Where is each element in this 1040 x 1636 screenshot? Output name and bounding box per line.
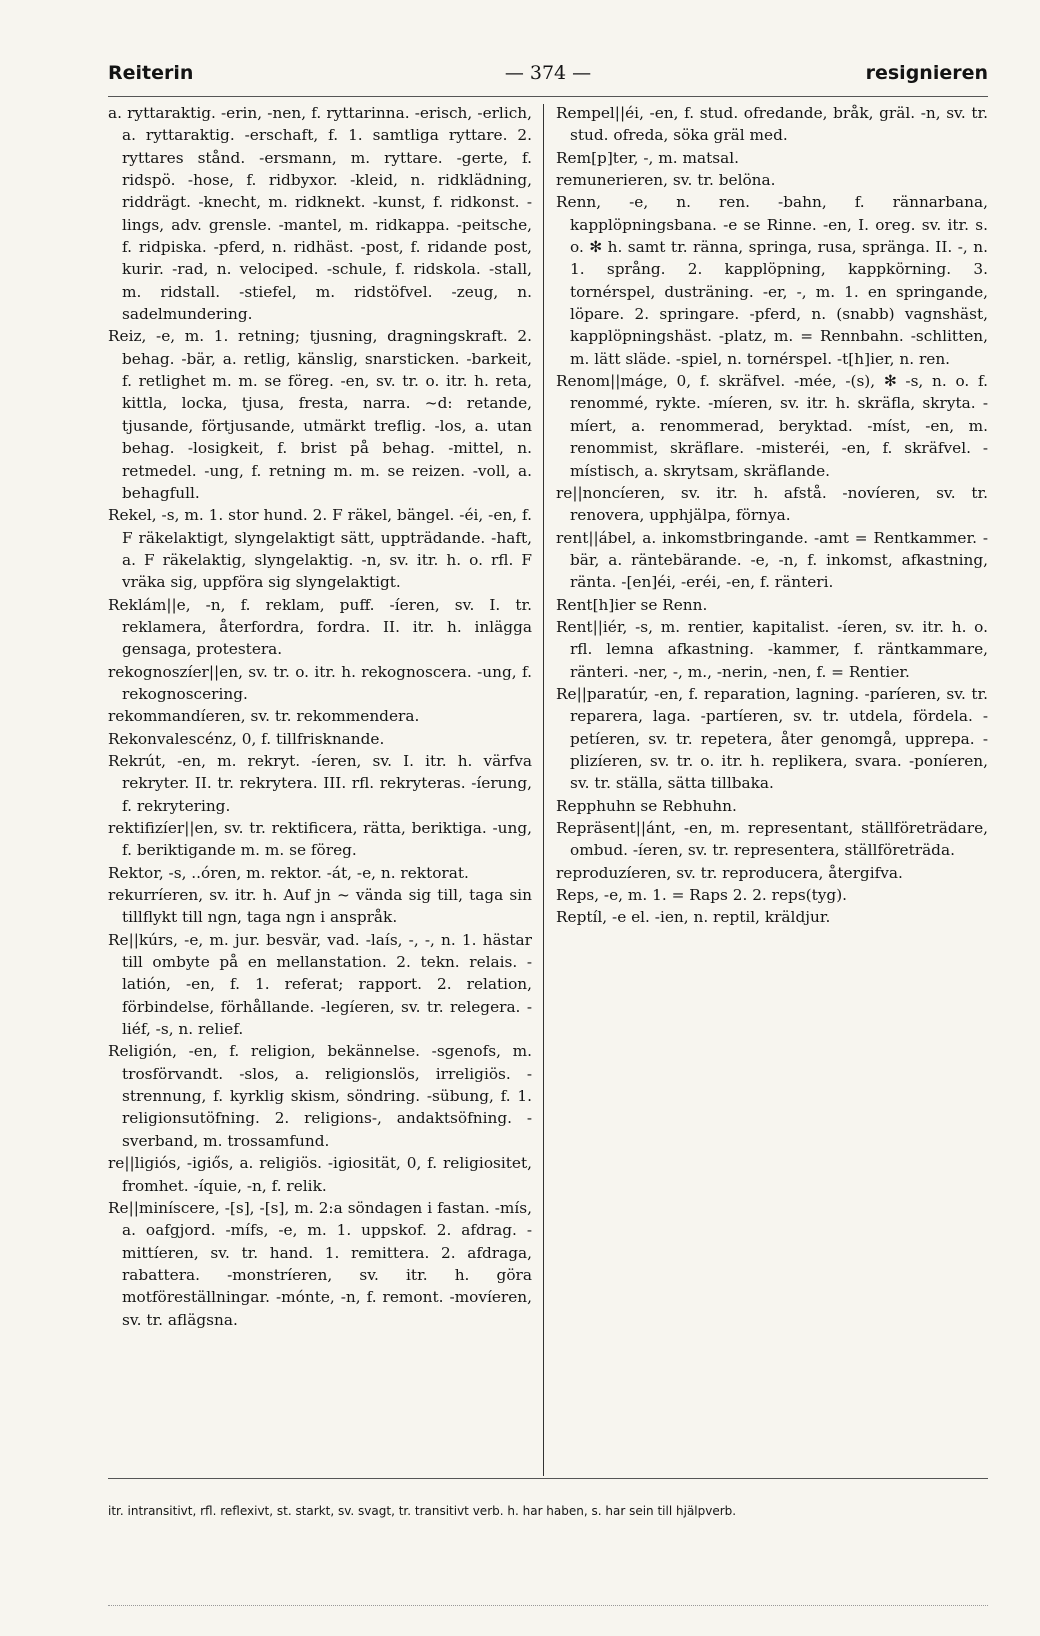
dictionary-entry: Reptíl, -e el. -ien, n. reptil, kräldjur. [556,908,831,927]
dictionary-entry: Re||miníscere, -[s], -[s], m. 2:a söndagen i fastan. -mís, a. oafgjord. -mífs, -e, m. 1. uppskof. 2. afdrag. -mittíeren, sv. tr. hand. 1. remittera. 2. afdraga, rabattera. -monstríeren, sv. itr. h. göra motföreställningar. -mónte, -n, f. remont. -movíeren, sv. tr. aflägsna. [108,1198,532,1329]
dictionary-entry: Rent[h]ier se Renn. [556,595,708,614]
dictionary-entry: Renn, -e, n. ren. -bahn, f. rännarbana, kapplöpningsbana. -e se Rinne. -en, I. oreg. sv. itr. s. o. ✻ h. samt tr. ränna, springa, rusa, spränga. II. -, n. 1. språng. 2. kapplöpning, kappkörning. 3. tornérspel, dusträning. -er, -, m. 1. en springande, löpare. 2. springare. -pferd, n. (snabb) vagnshäst, kapplöpningshäst. -platz, m. = Rennbahn. -schlitten, m. lätt släde. -spiel, n. tornérspel. -t[h]ier, n. ren. [556,193,988,368]
dictionary-entry: rektifizíer||en, sv. tr. rektificera, rätta, beriktiga. -ung, f. beriktigande m. m. se föreg. [108,819,532,860]
dictionary-entry: Repphuhn se Rebhuhn. [556,796,737,815]
dictionary-entry: Reiz, -e, m. 1. retning; tjusning, dragningskraft. 2. behag. -bär, a. retlig, känslig, snarsticken. -barkeit, f. retlighet m. m. se föreg. -en, sv. tr. o. itr. h. reta, kittla, locka, tjusa, fresta, narra. ~d: retande, tjusande, förtjusande, utmärkt treflig. -los, a. utan behag. -losigkeit, f. brist på behag. -mittel, n. retmedel. -ung, f. retning m. m. se reizen. -voll, a. behagfull. [108,327,532,502]
page-number: — 374 — [504,62,592,84]
header-left-word: Reiterin [108,62,194,84]
dictionary-entry: Re||kúrs, -e, m. jur. besvär, vad. -laís, -, -, n. 1. hästar till ombyte på en mellanstation. 2. tekn. relais. -latión, -en, f. 1. referat; rapport. 2. relation, förbindelse, förhållande. -legíeren, sv. tr. relegera. -liéf, -s, n. relief. [108,930,532,1039]
footer-rule [108,1478,988,1479]
dictionary-entry: remunerieren, sv. tr. belöna. [556,171,776,190]
right-column [556,102,988,1442]
dictionary-entry: Rektor, -s, ..óren, m. rektor. -át, -e, n. rektorat. [108,863,469,882]
dictionary-entry: Rent||iér, -s, m. rentier, kapitalist. -íeren, sv. itr. h. o. rfl. lemna afkastning. -kammer, f. räntkammare, ränteri. -ner, -, m., -nerin, -nen, f. = Rentier. [556,617,988,681]
dictionary-entry: Rem[p]ter, -, m. matsal. [556,148,739,167]
dictionary-entry: Reps, -e, m. 1. = Raps 2. 2. reps(tyg). [556,886,848,905]
left-column [108,102,532,1442]
dictionary-entry: Reklám||e, -n, f. reklam, puff. -íeren, sv. I. tr. reklamera, återfordra, fordra. II. itr. h. inlägga gensaga, protestera. [108,595,532,659]
dictionary-entry: a. ryttaraktig. -erin, -nen, f. ryttarinna. -erisch, -erlich, a. ryttaraktig. -erschaft, f. 1. samtliga ryttare. 2. ryttares stånd. -ersmann, m. ryttare. -gerte, f. ridspö. -hose, f. ridbyxor. -kleid, n. ridklädning, riddrägt. -knecht, m. ridknekt. -kunst, f. ridkonst. -lings, adv. grensle. -mantel, m. ridkappa. -peitsche, f. ridpiska. -pferd, n. ridhäst. -post, f. ridande post, kurir. -rad, n. velociped. -schule, f. ridskola. -stall, m. ridstall. -stiefel, m. ridstöfvel. -zeug, n. sadelmundering. [108,104,532,324]
dictionary-entry: rekurríeren, sv. itr. h. Auf jn ~ vända sig till, taga sin tillflykt till ngn, taga ngn i anspråk. [108,886,532,927]
dictionary-entry: reproduzíeren, sv. tr. reproducera, återgifva. [556,863,903,882]
dictionary-entry: re||noncíeren, sv. itr. h. afstå. -novíeren, sv. tr. renovera, upphjälpa, förnya. [556,483,988,525]
dictionary-entry: Re||paratúr, -en, f. reparation, lagning. -paríeren, sv. tr. reparera, laga. -partíeren, sv. tr. utdela, fördela. -petíeren, sv. tr. repetera, åter genomgå, upprepa. -plizíeren, sv. tr. o. itr. h. replikera, svara. -poníeren, sv. tr. ställa, sätta tillbaka. [556,684,988,793]
dictionary-entry: Rekel, -s, m. 1. stor hund. 2. F räkel, bängel. -éi, -en, f. F räkelaktigt, slyngelaktigt sätt, uppträdande. -haft, a. F räkelaktig, slyngelaktig. -n, sv. itr. h. o. rfl. F vräka sig, uppföra sig slyngelaktigt. [108,506,532,592]
page-edge-line [108,1605,988,1607]
dictionary-entry: rekommandíeren, sv. tr. rekommendera. [108,707,420,726]
dictionary-entry: re||ligiós, -igiős, a. religiös. -igiosität, 0, f. religiositet, fromhet. -íquie, -n, f. relik. [108,1154,532,1195]
dictionary-entry: Rekonvalescénz, 0, f. tillfrisknande. [108,729,385,748]
dictionary-entry: rekognoszíer||en, sv. tr. o. itr. h. rekognoscera. -ung, f. rekognoscering. [108,662,532,703]
page-header [108,62,988,96]
dictionary-entry: Rempel||éi, -en, f. stud. ofredande, bråk, gräl. -n, sv. tr. stud. ofreda, söka gräl med. [556,104,988,145]
dictionary-entry: Renom||máge, 0, f. skräfvel. -mée, -(s), ✻ -s, n. o. f. renommé, rykte. -míeren, sv. itr. h. skräfla, skryta. -míert, a. renommerad, beryktad. -míst, -en, m. renommist, skräflare. -misteréi, -en, f. skräfvel. -místisch, a. skrytsam, skräflande. [556,372,988,480]
dictionary-entry: rent||ábel, a. inkomstbringande. -amt = Rentkammer. -bär, a. räntebärande. -e, -n, f. inkomst, afkastning, ränta. -[en]éi, -eréi, -en, f. ränteri. [556,528,988,592]
header-right-word: resignieren [865,62,988,84]
dictionary-entry: Religión, -en, f. religion, bekännelse. -sgenofs, m. trosförvandt. -slos, a. religionslös, irreligiös. -strennung, f. kyrklig skism, söndring. -sübung, f. 1. religionsutöfning. 2. religions-, andaktsöfning. -sverband, m. trossamfund. [108,1042,532,1150]
dictionary-entry: Rekrút, -en, m. rekryt. -íeren, sv. I. itr. h. värfva rekryter. II. tr. rekrytera. III. rfl. rekryteras. -íerung, f. rekrytering. [108,751,532,815]
dictionary-entry: Repräsent||ánt, -en, m. representant, ställföreträdare, ombud. -íeren, sv. tr. representera, ställföreträda. [556,819,988,860]
column-divider [543,104,544,1476]
abbreviation-legend: itr. intransitivt, rfl. reflexivt, st. starkt, sv. svagt, tr. transitivt verb. h. har haben, s. har sein till hjälpverb. [108,1504,737,1518]
header-rule [108,96,988,97]
